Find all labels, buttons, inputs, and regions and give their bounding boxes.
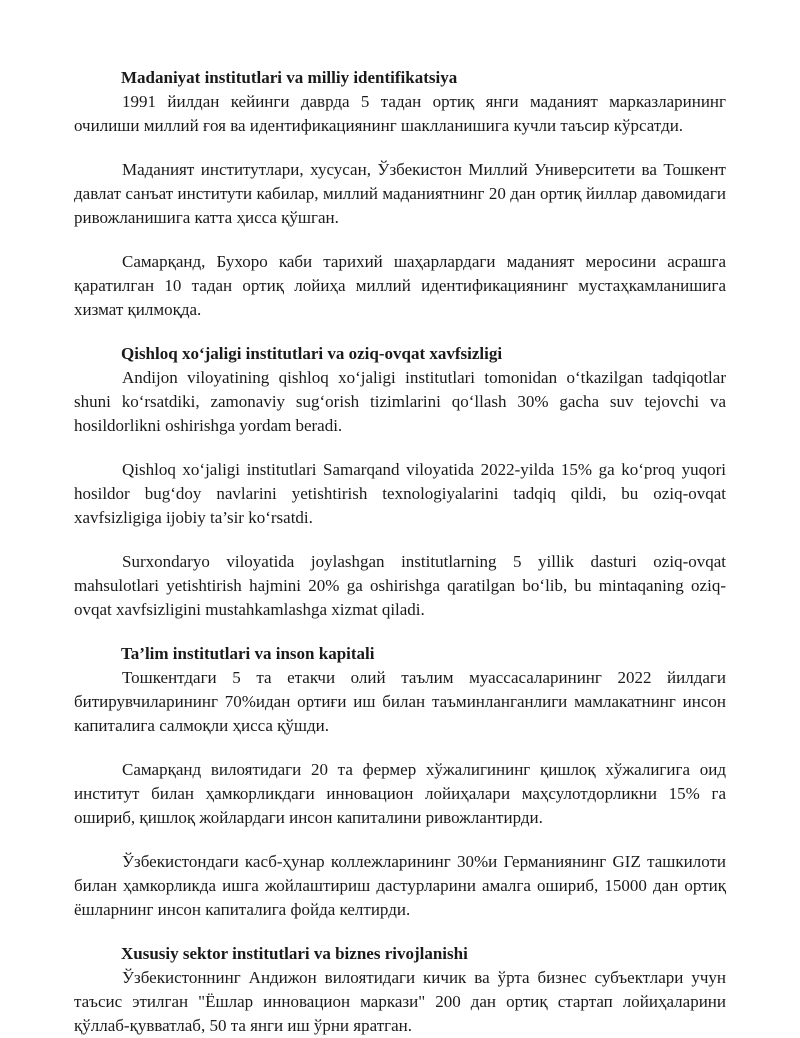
section-education [74,642,726,922]
section-heading: Madaniyat institutlari va milliy identifikatsiya [121,68,458,87]
section-agriculture [74,342,726,622]
paragraph: Самарқанд вилоятидаги 20 та фермер хўжалигининг қишлоқ хўжалигига оид институт билан ҳамкорликдаги инновацион лойиҳалари маҳсулотдорликни 15% га ошириб, қишлоқ жойлардаги инсон капиталини ривожлантирди. [74,760,726,827]
paragraph: Маданият институтлари, хусусан, Ўзбекистон Миллий Университети ва Тошкент давлат санъат институти кабилар, миллий маданиятнинг 20 дан ортиқ йиллар давомидаги ривожланишига катта ҳисса қўшган. [74,160,726,227]
section-heading: Ta’lim institutlari va inson kapitali [121,644,375,663]
section-private-sector [74,942,726,1038]
section-heading: Xususiy sektor institutlari va biznes rivojlanishi [121,944,468,963]
paragraph: Surxondaryo viloyatida joylashgan institutlarning 5 yillik dasturi oziq-ovqat mahsulotlari yetishtirish hajmini 20% ga oshirishga qaratilgan bo‘lib, bu mintaqaning oziq-ovqat xavfsizligini mustahkamlashga xizmat qiladi. [74,552,726,619]
paragraph: Andijon viloyatining qishloq xo‘jaligi institutlari tomonidan o‘tkazilgan tadqiqotlar shuni ko‘rsatdiki, zamonaviy sug‘orish tizimlarini qo‘llash 30% gacha suv tejovchi va hosildorlikni oshirishga yordam beradi. [74,368,726,435]
section-culture [74,66,726,322]
section-heading: Qishloq xo‘jaligi institutlari va oziq-ovqat xavfsizligi [121,344,503,363]
paragraph: Ўзбекистоннинг Андижон вилоятидаги кичик ва ўрта бизнес субъектлари учун таъсис этилган "Ёшлар инновацион маркази" 200 дан ортиқ стартап лойиҳаларини қўллаб-қувватлаб, 50 та янги иш ўрни яратган. [74,968,726,1035]
paragraph: Qishloq xo‘jaligi institutlari Samarqand viloyatida 2022-yilda 15% ga ko‘proq yuqori hosildor bug‘doy navlarini yetishtirish texnologiyalarini tadqiq qildi, bu oziq-ovqat xavfsizligiga ijobiy ta’sir ko‘rsatdi. [74,460,726,527]
paragraph: 1991 йилдан кейинги даврда 5 тадан ортиқ янги маданият марказларининг очилиши миллий ғоя ва идентификациянинг шаклланишига кучли таъсир кўрсатди. [74,92,726,135]
paragraph: Тошкентдаги 5 та етакчи олий таълим муассасаларининг 2022 йилдаги битирувчиларининг 70%идан ортиғи иш билан таъминланганлиги мамлакатнинг инсон капиталига салмоқли ҳисса қўшди. [74,668,726,735]
paragraph: Ўзбекистондаги касб-ҳунар коллежларининг 30%и Германиянинг GIZ ташкилоти билан ҳамкорликда ишга жойлаштириш дастурларини амалга ошириб, 15000 дан ортиқ ёшларнинг инсон капиталига фойда келтирди. [74,852,726,919]
paragraph: Самарқанд, Бухоро каби тарихий шаҳарлардаги маданият меросини асрашга қаратилган 10 тадан ортиқ лойиҳа миллий идентификациянинг мустаҳкамланишига хизмат қилмоқда. [74,252,726,319]
